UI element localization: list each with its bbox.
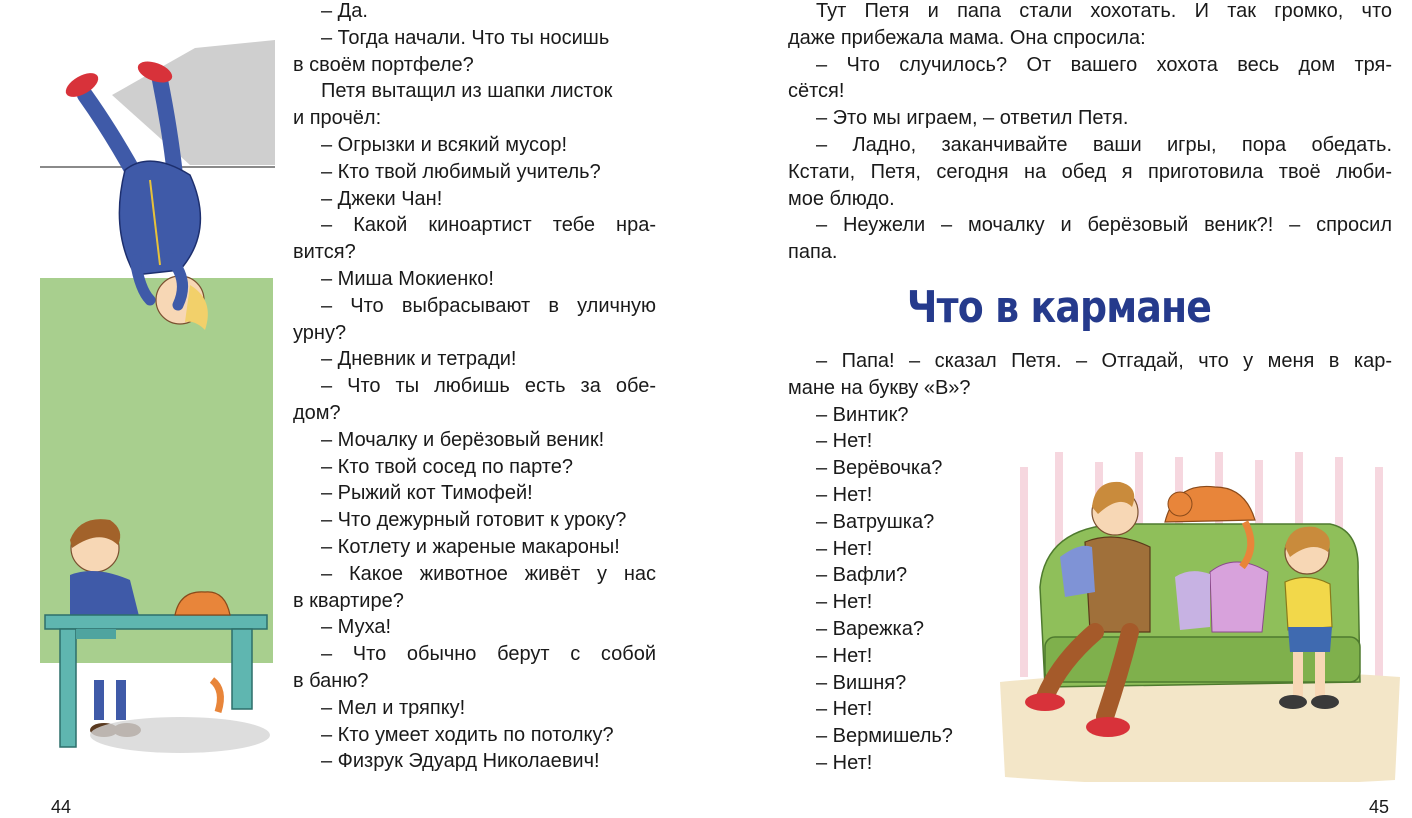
- text-line: в баню?: [293, 669, 369, 692]
- shadow-shape: [112, 40, 275, 165]
- right-page-text-top: [788, 0, 1392, 266]
- text-line: – Верёвочка?: [816, 457, 943, 480]
- text-line: вится?: [293, 241, 356, 264]
- text-line: – Нет!: [816, 483, 873, 506]
- text-line: – Мел и тряпку!: [321, 696, 466, 719]
- text-line: – Да.: [321, 0, 368, 22]
- text-line: – Неужели – мочалку и берёзовый веник?! – спросил: [816, 214, 1392, 237]
- text-line: – Дневник и тетради!: [321, 348, 517, 371]
- text-line: – Кто твой сосед по парте?: [321, 455, 573, 478]
- text-line: – Джеки Чан!: [321, 187, 443, 210]
- text-line: и прочёл:: [293, 107, 382, 130]
- text-line: – Нет!: [816, 751, 873, 774]
- text-line: – Огрызки и всякий мусор!: [321, 133, 568, 156]
- right-page-text-bottom: [788, 348, 1392, 777]
- text-line: – Вермишель?: [816, 725, 953, 748]
- text-line: дом?: [293, 401, 341, 424]
- text-line: – Кто умеет ходить по потолку?: [321, 723, 614, 746]
- text-line: – Что обычно берут с собой: [321, 643, 656, 666]
- text-line: – Нет!: [816, 537, 873, 560]
- text-line: – Мочалку и берёзовый веник!: [321, 428, 605, 451]
- text-line: – Нет!: [816, 644, 873, 667]
- text-line: даже прибежала мама. Она спросила:: [788, 26, 1146, 49]
- left-page: [0, 0, 706, 817]
- text-line: Петя вытащил из шапки листок: [321, 80, 613, 103]
- text-line: – Что ты любишь есть за обе-: [321, 375, 656, 398]
- text-line: – Что случилось? От вашего хохота весь дом тря-: [816, 53, 1392, 76]
- text-line: – Какое животное живёт у нас: [321, 562, 656, 585]
- text-line: – Нет!: [816, 591, 873, 614]
- text-line: – Нет!: [816, 430, 873, 453]
- text-line: – Какой киноартист тебе нра-: [321, 214, 656, 237]
- text-line: – Папа! – сказал Петя. – Отгадай, что у меня в кар-: [816, 350, 1392, 372]
- text-line: – Это мы играем, – ответил Петя.: [816, 107, 1129, 130]
- text-line: Тут Петя и папа стали хохотать. И так громко, что: [816, 0, 1392, 22]
- page-number: 45: [1369, 797, 1390, 817]
- text-line: – Варежка?: [816, 617, 924, 640]
- text-line: – Что выбрасывают в уличную: [321, 294, 656, 317]
- text-line: – Рыжий кот Тимофей!: [321, 482, 533, 505]
- left-page-text: [293, 0, 656, 775]
- text-line: в квартире?: [293, 589, 404, 612]
- text-line: – Вафли?: [816, 564, 908, 587]
- text-line: – Винтик?: [816, 403, 909, 426]
- text-line: – Ладно, заканчивайте ваши игры, пора обедать.: [816, 133, 1392, 156]
- desk-top: [45, 615, 267, 629]
- text-line: в своём портфеле?: [293, 53, 474, 76]
- text-line: – Кто твой любимый учитель?: [321, 160, 601, 183]
- text-line: мое блюдо.: [788, 187, 895, 210]
- text-line: Кстати, Петя, сегодня на обед я приготовила твоё люби-: [788, 160, 1392, 183]
- text-line: – Тогда начали. Что ты носишь: [321, 26, 610, 49]
- text-line: – Физрук Эдуард Николаевич!: [321, 750, 600, 773]
- text-line: – Ватрушка?: [816, 510, 935, 533]
- text-line: – Муха!: [321, 616, 392, 639]
- text-line: сётся!: [788, 80, 845, 103]
- page-number: 44: [51, 797, 72, 817]
- text-line: – Что дежурный готовит к уроку?: [321, 509, 627, 532]
- chapter-heading: Что в кармане: [906, 282, 1212, 333]
- left-page-illustration: [0, 0, 290, 817]
- text-line: – Нет!: [816, 698, 873, 721]
- right-page: [706, 0, 1412, 817]
- text-line: урну?: [293, 321, 347, 344]
- text-line: папа.: [788, 241, 838, 264]
- text-line: – Миша Мокиенко!: [321, 267, 494, 290]
- text-line: – Котлету и жареные макароны!: [321, 535, 620, 558]
- text-line: – Вишня?: [816, 671, 907, 694]
- text-line: мане на букву «В»?: [788, 376, 971, 399]
